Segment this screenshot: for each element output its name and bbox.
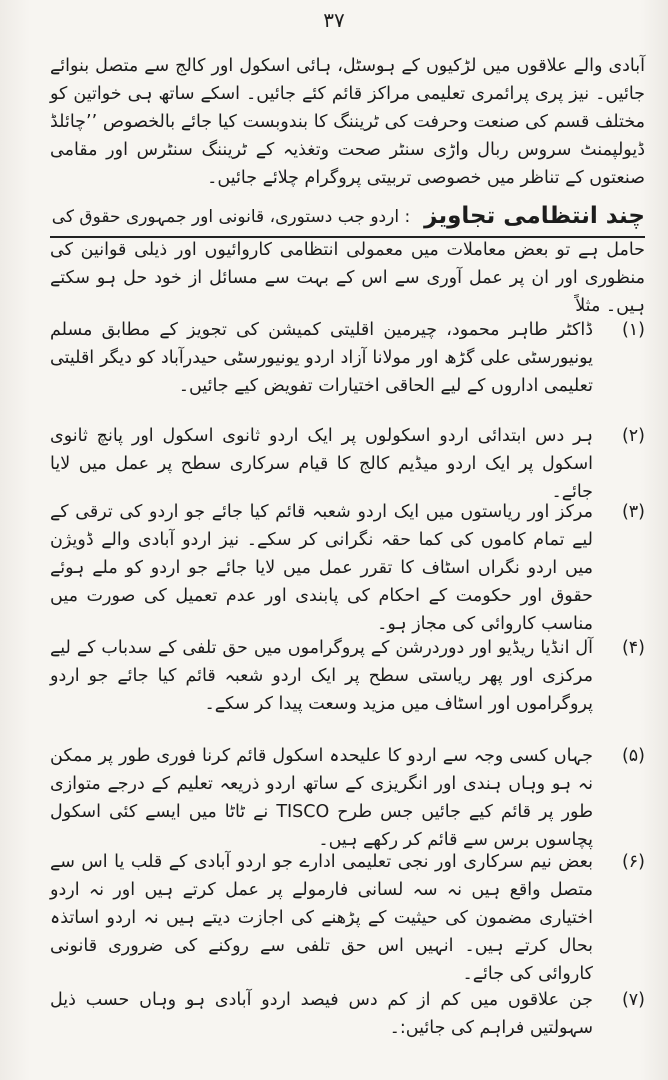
item-number: (۲) — [621, 426, 645, 446]
item-text: ہر دس ابتدائی اردو اسکولوں پر ایک اردو ثانوی اسکول اور پانچ ثانوی اسکول پر ایک اردو میڈیم کالج کا قیام سرکاری سطح پر عمل میں لایا جائے۔ — [50, 426, 593, 502]
item-number: (۴) — [621, 638, 645, 658]
list-item — [50, 498, 645, 638]
item-text: آل انڈیا ریڈیو اور دوردرشن کے پروگراموں میں حق تلفی کے سدباب کے لیے مرکزی اور پھر ریاستی سطح پر ایک اردو شعبہ قائم کیا جائے جو اردو پروگراموں اور اسٹاف میں مزید وسعت پیدا کر سکے۔ — [50, 638, 593, 714]
item-number: (۷) — [621, 990, 645, 1010]
item-text: جن علاقوں میں کم از کم دس فیصد اردو آبادی ہو وہاں حسب ذیل سہولتیں فراہم کی جائیں:۔ — [50, 990, 593, 1038]
page-bottom-margin — [0, 1040, 668, 1080]
list-item — [50, 316, 645, 400]
section-subtitle: : اردو جب دستوری، قانونی اور جمہوری حقوق کی — [51, 206, 411, 227]
item-text: بعض نیم سرکاری اور نجی تعلیمی ادارے جو اردو آبادی کے قلب یا اس سے متصل واقع ہیں نہ سہ لسانی فارمولے پر عمل کرتے ہیں اور نہ اردو اختیاری مضمون کی حیثیت کے پڑھنے کی اجازت دیتے ہیں نہ اردو اساتذہ بحال کرتے ہیں۔ انہیں اس حق تلفی سے روکنے کی ضروری قانونی کاروائی کی جائے۔ — [50, 852, 593, 984]
list-item — [50, 634, 645, 718]
intro-paragraph: آبادی والے علاقوں میں لڑکیوں کے ہوسٹل، ہائی اسکول اور کالج سے متصل بنوائے جائیں۔ نیز پری پرائمری تعلیمی مراکز قائم کئے جائیں۔ اسکے ساتھ ہی خواتین کو مختلف قسم کی صنعت وحرفت کی ٹریننگ کا بندوبست کیا جائے بالخصوص ’’چائلڈ ڈیولپمنٹ سروس ربال واڑی سنٹر صحت وتغذیہ کے ٹریننگ سنٹرس اور مقامی صنعتوں کے تناظر میں خصوصی تربیتی پروگرام چلائے جائیں۔ — [50, 56, 645, 188]
item-number: (۱) — [621, 320, 645, 340]
list-item — [50, 848, 645, 988]
item-text: ڈاکٹر طاہر محمود، چیرمین اقلیتی کمیشن کی تجویز کے مطابق مسلم یونیورسٹی علی گڑھ اور مولانا آزاد اردو یونیورسٹی حیدرآباد کو دیگر اقلیتی تعلیمی اداروں کے لیے الحاقی اختیارات تفویض کیے جائیں۔ — [50, 320, 593, 396]
item-number: (۳) — [621, 502, 645, 522]
section-heading — [50, 196, 645, 238]
item-text: جہاں کسی وجہ سے اردو کا علیحدہ اسکول قائم کرنا فوری طور پر ممکن نہ ہو وہاں ہندی اور انگریزی کے ساتھ اردو ذریعہ تعلیم کے درجے متوازی طور پر قائم کیے جائیں جس طرح TISCO نے ٹاٹا میں ایسے کئی اسکول پچاسوں برس سے قائم کر رکھے ہیں۔ — [50, 746, 593, 850]
page-number: ۳۷ — [323, 8, 345, 32]
item-text: مرکز اور ریاستوں میں ایک اردو شعبہ قائم کیا جائے جو اردو کی ترقی کے لیے تمام کاموں کی کما حقہ نگرانی کر سکے۔ نیز اردو آبادی والے ڈویژن میں اردو نگراں اسٹاف کا تقرر عمل میں لایا جائے جو اردو کو ملے ہوئے حقوق اور حکومت کے احکام کی پابندی اور عدم تعمیل کی صورت میں مناسب کاروائی کی مجاز ہو۔ — [50, 502, 593, 634]
list-item — [50, 986, 645, 1042]
item-number: (۵) — [621, 746, 645, 766]
list-item — [50, 422, 645, 506]
list-item — [50, 742, 645, 854]
item-number: (۶) — [621, 852, 645, 872]
section-title: چند انتظامی تجاویز — [424, 203, 645, 229]
lead-paragraph: حامل ہے تو بعض معاملات میں معمولی انتظامی کاروائیوں اور ذیلی قوانین کی منظوری اور ان پر عمل آوری سے اس کے بہت سے مسائل از خود حل ہو سکتے ہیں۔ مثلاً — [50, 240, 645, 316]
